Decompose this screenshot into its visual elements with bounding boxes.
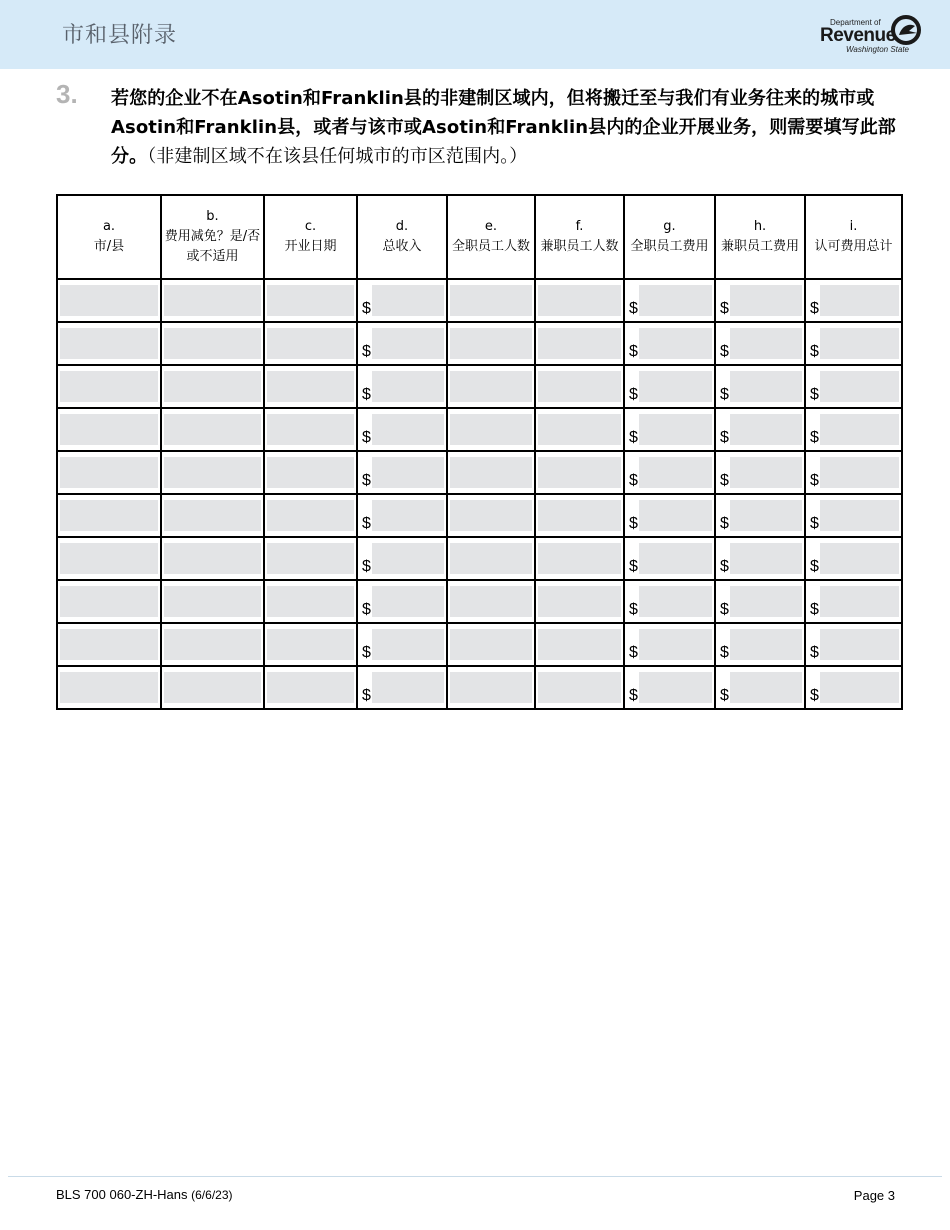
input-field[interactable] xyxy=(372,285,444,316)
table-cell xyxy=(535,365,624,408)
input-field[interactable] xyxy=(450,328,532,359)
input-field[interactable] xyxy=(730,285,802,316)
dollar-sign: $ xyxy=(810,386,819,403)
input-field[interactable] xyxy=(639,629,712,660)
table-cell xyxy=(357,623,447,666)
input-field[interactable] xyxy=(267,328,354,359)
table-cell xyxy=(161,580,264,623)
table-cell xyxy=(805,537,902,580)
input-field[interactable] xyxy=(450,543,532,574)
section-note: （非建制区域不在该县任何城市的市区范围内。） xyxy=(147,146,528,167)
input-field[interactable] xyxy=(820,543,899,574)
input-field[interactable] xyxy=(639,672,712,703)
dollar-sign: $ xyxy=(720,472,729,489)
table-cell xyxy=(624,580,715,623)
logo-line3: Washington State xyxy=(846,45,910,54)
input-field[interactable] xyxy=(164,414,261,445)
column-header-5 xyxy=(447,195,535,279)
table-cell xyxy=(57,623,161,666)
table-cell xyxy=(264,365,357,408)
table-cell xyxy=(535,322,624,365)
input-field[interactable] xyxy=(267,371,354,402)
dollar-sign: $ xyxy=(629,300,638,317)
dollar-sign: $ xyxy=(362,472,371,489)
table-cell xyxy=(57,537,161,580)
table-cell xyxy=(715,666,805,709)
column-letter: a. xyxy=(102,219,116,234)
section-instructions xyxy=(111,84,911,171)
input-field[interactable] xyxy=(639,371,712,402)
table-cell xyxy=(357,365,447,408)
table-cell xyxy=(535,494,624,537)
column-header-3 xyxy=(264,195,357,279)
input-field[interactable] xyxy=(164,629,261,660)
input-field[interactable] xyxy=(372,328,444,359)
column-header-8 xyxy=(715,195,805,279)
dollar-sign: $ xyxy=(362,429,371,446)
table-row xyxy=(57,408,902,451)
table-cell xyxy=(624,408,715,451)
dollar-sign: $ xyxy=(362,386,371,403)
input-field[interactable] xyxy=(538,457,621,488)
table-cell xyxy=(447,279,535,322)
table-cell xyxy=(535,408,624,451)
input-field[interactable] xyxy=(60,586,158,617)
input-field[interactable] xyxy=(639,328,712,359)
input-field[interactable] xyxy=(60,500,158,531)
dollar-sign: $ xyxy=(362,601,371,618)
input-field[interactable] xyxy=(372,414,444,445)
input-field[interactable] xyxy=(639,586,712,617)
table-cell xyxy=(535,623,624,666)
table-cell xyxy=(805,279,902,322)
table-cell xyxy=(57,666,161,709)
input-field[interactable] xyxy=(450,457,532,488)
table-cell xyxy=(805,580,902,623)
column-letter: b. xyxy=(206,209,219,224)
input-field[interactable] xyxy=(639,285,712,316)
input-field[interactable] xyxy=(372,586,444,617)
table-cell xyxy=(715,623,805,666)
input-field[interactable] xyxy=(372,672,444,703)
table-cell xyxy=(624,322,715,365)
column-label: 开业日期 xyxy=(284,239,337,254)
input-field[interactable] xyxy=(60,629,158,660)
input-field[interactable] xyxy=(538,414,621,445)
column-label: 全职员工人数 xyxy=(451,239,530,254)
input-field[interactable] xyxy=(267,586,354,617)
input-field[interactable] xyxy=(538,371,621,402)
column-header-9 xyxy=(805,195,902,279)
table-cell xyxy=(805,666,902,709)
dollar-sign: $ xyxy=(629,343,638,360)
input-field[interactable] xyxy=(164,328,261,359)
table-row xyxy=(57,666,902,709)
table-row xyxy=(57,451,902,494)
dollar-sign: $ xyxy=(629,386,638,403)
table-cell xyxy=(447,408,535,451)
table-row xyxy=(57,537,902,580)
table-cell xyxy=(264,451,357,494)
table-cell xyxy=(715,537,805,580)
page-number: Page 3 xyxy=(853,1188,895,1203)
dollar-sign: $ xyxy=(720,343,729,360)
input-field[interactable] xyxy=(730,672,802,703)
input-field[interactable] xyxy=(450,414,532,445)
column-header-1 xyxy=(57,195,161,279)
table-cell xyxy=(264,279,357,322)
input-field[interactable] xyxy=(372,543,444,574)
input-field[interactable] xyxy=(267,414,354,445)
input-field[interactable] xyxy=(450,500,532,531)
table-cell xyxy=(624,279,715,322)
input-field[interactable] xyxy=(538,328,621,359)
table-cell xyxy=(57,408,161,451)
table-cell xyxy=(715,451,805,494)
table-cell xyxy=(535,580,624,623)
input-field[interactable] xyxy=(164,457,261,488)
column-header-4 xyxy=(357,195,447,279)
input-field[interactable] xyxy=(820,500,899,531)
input-field[interactable] xyxy=(730,500,802,531)
dor-swirl-icon xyxy=(890,14,922,46)
table-cell xyxy=(357,408,447,451)
column-letter: e. xyxy=(484,219,498,234)
column-label: 兼职员工人数 xyxy=(540,239,619,254)
table-cell xyxy=(264,537,357,580)
table-cell xyxy=(535,279,624,322)
input-field[interactable] xyxy=(60,543,158,574)
table-cell xyxy=(357,537,447,580)
table-row xyxy=(57,494,902,537)
input-field[interactable] xyxy=(164,672,261,703)
table-cell xyxy=(357,580,447,623)
input-field[interactable] xyxy=(60,414,158,445)
input-field[interactable] xyxy=(538,586,621,617)
input-field[interactable] xyxy=(639,414,712,445)
input-field[interactable] xyxy=(267,629,354,660)
table-cell xyxy=(447,580,535,623)
input-field[interactable] xyxy=(267,457,354,488)
table-cell xyxy=(161,322,264,365)
input-field[interactable] xyxy=(538,285,621,316)
input-field[interactable] xyxy=(60,672,158,703)
logo-line2: Revenue xyxy=(820,25,896,46)
dollar-sign: $ xyxy=(720,300,729,317)
footer-form-id xyxy=(56,1187,233,1202)
dollar-sign: $ xyxy=(810,472,819,489)
table-cell xyxy=(357,322,447,365)
input-field[interactable] xyxy=(820,328,899,359)
table-cell xyxy=(624,666,715,709)
table-cell xyxy=(161,451,264,494)
input-field[interactable] xyxy=(730,586,802,617)
input-field[interactable] xyxy=(538,629,621,660)
input-field[interactable] xyxy=(450,285,532,316)
input-field[interactable] xyxy=(730,457,802,488)
table-cell xyxy=(535,537,624,580)
table-cell xyxy=(357,494,447,537)
dollar-sign: $ xyxy=(810,687,819,704)
table-cell xyxy=(447,494,535,537)
dollar-sign: $ xyxy=(629,687,638,704)
table-cell xyxy=(57,279,161,322)
table-row xyxy=(57,279,902,322)
table-cell xyxy=(447,537,535,580)
column-letter: d. xyxy=(395,219,409,234)
input-field[interactable] xyxy=(730,414,802,445)
table-cell xyxy=(624,494,715,537)
input-field[interactable] xyxy=(164,586,261,617)
dollar-sign: $ xyxy=(362,644,371,661)
table-cell xyxy=(624,451,715,494)
dollar-sign: $ xyxy=(362,687,371,704)
table-cell xyxy=(805,322,902,365)
dollar-sign: $ xyxy=(629,644,638,661)
table-cell xyxy=(805,408,902,451)
section-bold-text: 若您的企业不在Asotin和Franklin县的非建制区域内，但将搬迁至与我们有业务往来的城市或Asotin和Franklin县，或者与该市或Asotin和Franklin县内的企业开展业务，则需要填写此部分。 xyxy=(111,88,896,167)
table-cell xyxy=(161,623,264,666)
table-cell xyxy=(715,494,805,537)
input-field[interactable] xyxy=(820,285,899,316)
table-cell xyxy=(264,322,357,365)
table-cell xyxy=(447,451,535,494)
table-row xyxy=(57,365,902,408)
dollar-sign: $ xyxy=(720,687,729,704)
table-cell xyxy=(161,365,264,408)
dollar-sign: $ xyxy=(629,429,638,446)
table-header-row xyxy=(57,195,902,279)
page-title: 市和县附录 xyxy=(62,23,178,48)
table-cell xyxy=(805,623,902,666)
dollar-sign: $ xyxy=(629,558,638,575)
dollar-sign: $ xyxy=(362,300,371,317)
dollar-sign: $ xyxy=(362,558,371,575)
dollar-sign: $ xyxy=(810,644,819,661)
column-label: 兼职员工费用 xyxy=(720,239,799,254)
column-label: 全职员工费用 xyxy=(630,239,709,254)
input-field[interactable] xyxy=(60,285,158,316)
column-label: 市/县 xyxy=(93,239,125,254)
table-cell xyxy=(357,666,447,709)
column-header-7 xyxy=(624,195,715,279)
dollar-sign: $ xyxy=(720,386,729,403)
dollar-sign: $ xyxy=(810,515,819,532)
dollar-sign: $ xyxy=(362,343,371,360)
form-date: (6/6/23) xyxy=(191,1188,233,1202)
input-field[interactable] xyxy=(164,371,261,402)
table-cell xyxy=(57,494,161,537)
business-locations-table xyxy=(56,194,903,710)
column-label: 认可费用总计 xyxy=(814,239,893,254)
table-cell xyxy=(447,365,535,408)
table-cell xyxy=(264,666,357,709)
table-cell xyxy=(624,623,715,666)
input-field[interactable] xyxy=(60,328,158,359)
column-letter: c. xyxy=(304,219,317,234)
input-field[interactable] xyxy=(267,543,354,574)
table-cell xyxy=(161,666,264,709)
table-cell xyxy=(715,279,805,322)
table-row xyxy=(57,623,902,666)
section-number: 3. xyxy=(56,79,78,109)
input-field[interactable] xyxy=(372,629,444,660)
input-field[interactable] xyxy=(60,371,158,402)
table-cell xyxy=(447,623,535,666)
table-cell xyxy=(715,580,805,623)
column-letter: i. xyxy=(849,219,858,234)
dor-logo xyxy=(818,14,928,58)
input-field[interactable] xyxy=(60,457,158,488)
input-field[interactable] xyxy=(372,371,444,402)
dollar-sign: $ xyxy=(810,300,819,317)
input-field[interactable] xyxy=(820,586,899,617)
input-field[interactable] xyxy=(639,543,712,574)
input-field[interactable] xyxy=(450,586,532,617)
input-field[interactable] xyxy=(538,543,621,574)
input-field[interactable] xyxy=(730,629,802,660)
table-cell xyxy=(624,537,715,580)
dollar-sign: $ xyxy=(810,601,819,618)
table-cell xyxy=(805,365,902,408)
input-field[interactable] xyxy=(164,285,261,316)
form-id: BLS 700 060-ZH-Hans xyxy=(56,1187,188,1202)
table-cell xyxy=(624,365,715,408)
input-field[interactable] xyxy=(538,500,621,531)
input-field[interactable] xyxy=(730,371,802,402)
input-field[interactable] xyxy=(164,500,261,531)
table-cell xyxy=(264,494,357,537)
table-cell xyxy=(161,494,264,537)
dollar-sign: $ xyxy=(720,515,729,532)
input-field[interactable] xyxy=(267,500,354,531)
table-cell xyxy=(357,279,447,322)
input-field[interactable] xyxy=(372,457,444,488)
dollar-sign: $ xyxy=(362,515,371,532)
column-header-2 xyxy=(161,195,264,279)
dollar-sign: $ xyxy=(629,601,638,618)
dollar-sign: $ xyxy=(720,601,729,618)
footer-divider xyxy=(8,1176,942,1177)
input-field[interactable] xyxy=(450,672,532,703)
table-cell xyxy=(161,537,264,580)
column-label: 费用减免？是/否或不适用 xyxy=(164,229,261,264)
table-cell xyxy=(715,322,805,365)
table-cell xyxy=(715,365,805,408)
column-header-6 xyxy=(535,195,624,279)
table-cell xyxy=(535,666,624,709)
input-field[interactable] xyxy=(164,543,261,574)
table-cell xyxy=(357,451,447,494)
table-cell xyxy=(264,408,357,451)
column-letter: g. xyxy=(663,219,676,234)
dollar-sign: $ xyxy=(720,644,729,661)
table-cell xyxy=(264,580,357,623)
table-cell xyxy=(57,451,161,494)
table-row xyxy=(57,580,902,623)
table-cell xyxy=(447,666,535,709)
input-field[interactable] xyxy=(730,543,802,574)
input-field[interactable] xyxy=(820,414,899,445)
input-field[interactable] xyxy=(639,500,712,531)
table-cell xyxy=(57,580,161,623)
table-cell xyxy=(805,494,902,537)
table-cell xyxy=(57,322,161,365)
input-field[interactable] xyxy=(730,328,802,359)
table-cell xyxy=(715,408,805,451)
table-cell xyxy=(264,623,357,666)
input-field[interactable] xyxy=(820,672,899,703)
table-row xyxy=(57,322,902,365)
column-letter: h. xyxy=(753,219,767,234)
input-field[interactable] xyxy=(820,371,899,402)
input-field[interactable] xyxy=(450,629,532,660)
column-label: 总收入 xyxy=(382,239,422,254)
input-field[interactable] xyxy=(538,672,621,703)
input-field[interactable] xyxy=(820,629,899,660)
dollar-sign: $ xyxy=(720,429,729,446)
input-field[interactable] xyxy=(639,457,712,488)
input-field[interactable] xyxy=(372,500,444,531)
column-letter: f. xyxy=(575,219,584,234)
dollar-sign: $ xyxy=(629,515,638,532)
dollar-sign: $ xyxy=(720,558,729,575)
table-cell xyxy=(57,365,161,408)
dollar-sign: $ xyxy=(810,558,819,575)
dollar-sign: $ xyxy=(629,472,638,489)
table-cell xyxy=(161,279,264,322)
input-field[interactable] xyxy=(450,371,532,402)
table-cell xyxy=(535,451,624,494)
logo-line1: Department of xyxy=(830,18,881,27)
input-field[interactable] xyxy=(267,672,354,703)
table-cell xyxy=(447,322,535,365)
dollar-sign: $ xyxy=(810,429,819,446)
dollar-sign: $ xyxy=(810,343,819,360)
table-cell xyxy=(805,451,902,494)
input-field[interactable] xyxy=(820,457,899,488)
table-cell xyxy=(161,408,264,451)
input-field[interactable] xyxy=(267,285,354,316)
